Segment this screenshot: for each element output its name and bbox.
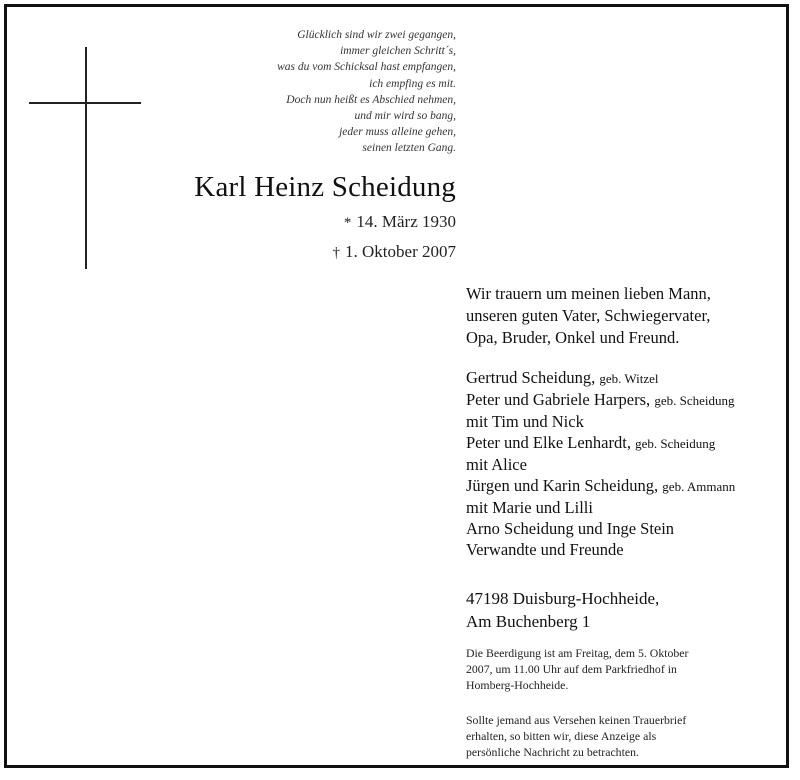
family-member-name: mit Marie und Lilli [466, 498, 593, 517]
family-member-note: geb. Witzel [599, 371, 659, 386]
family-list [466, 367, 735, 560]
funeral-line: Homberg-Hochheide. [466, 677, 569, 692]
family-member-name: Jürgen und Karin Scheidung, [466, 476, 659, 495]
obituary-notice [4, 4, 789, 768]
poem-line: Doch nun heißt es Abschied nehmen, [286, 93, 456, 106]
cross-icon [85, 47, 87, 269]
family-member [466, 389, 735, 411]
poem-line: jeder muss alleine gehen, [339, 126, 456, 139]
family-member [466, 367, 735, 389]
family-member-name: mit Tim und Nick [466, 412, 584, 431]
mourning-text [466, 283, 711, 349]
family-member-name: Verwandte und Freunde [466, 540, 624, 559]
mourning-line: Opa, Bruder, Onkel und Freund. [466, 328, 680, 347]
family-member-name: Arno Scheidung und Inge Stein [466, 519, 675, 538]
funeral-info [466, 646, 688, 693]
family-member-name: mit Alice [466, 455, 527, 474]
death-symbol: † [332, 245, 341, 261]
deceased-name: Karl Heinz Scheidung [194, 171, 456, 203]
address-line: 47198 Duisburg-Hochheide, [466, 589, 660, 608]
funeral-line: 2007, um 11.00 Uhr auf dem Parkfriedhof in [466, 661, 677, 676]
family-member [466, 411, 735, 432]
apology-line: persönliche Nachricht zu betrachten. [466, 744, 639, 759]
poem-line: was du vom Schicksal hast empfangen, [277, 61, 456, 74]
poem-line: Glücklich sind wir zwei gegangen, [297, 29, 456, 41]
funeral-line: Die Beerdigung ist am Freitag, dem 5. Oktober [466, 646, 689, 660]
death-date: 1. Oktober 2007 [345, 242, 456, 261]
memorial-poem [277, 27, 456, 157]
family-member-name: Peter und Elke Lenhardt, [466, 433, 631, 452]
family-member [466, 518, 735, 539]
family-member [466, 497, 735, 518]
apology-line: erhalten, so bitten wir, diese Anzeige als [466, 728, 657, 743]
poem-line: seinen letzten Gang. [362, 142, 456, 155]
family-member-note: geb. Ammann [662, 479, 736, 494]
family-member [466, 432, 735, 454]
family-member-note: geb. Scheidung [635, 436, 716, 451]
birth-date-line [344, 212, 456, 232]
family-member [466, 475, 735, 497]
birth-symbol: * [343, 215, 352, 231]
mourning-line: unseren guten Vater, Schwiegervater, [466, 306, 711, 325]
family-member-name: Gertrud Scheidung, [466, 368, 596, 387]
birth-date: 14. März 1930 [356, 212, 456, 231]
address [466, 587, 659, 633]
cross-icon-bar [29, 102, 141, 104]
poem-line: immer gleichen Schritt´s, [340, 45, 456, 58]
family-member-note: geb. Scheidung [654, 393, 735, 408]
family-member [466, 539, 735, 560]
family-member [466, 454, 735, 475]
poem-line: und mir wird so bang, [354, 110, 456, 123]
apology-note [466, 713, 686, 760]
family-member-name: Peter und Gabriele Harpers, [466, 390, 651, 409]
poem-line: ich empfing es mit. [369, 77, 456, 90]
address-line: Am Buchenberg 1 [466, 612, 591, 631]
apology-line: Sollte jemand aus Versehen keinen Trauerbrief [466, 713, 687, 727]
mourning-line: Wir trauern um meinen lieben Mann, [466, 284, 711, 303]
death-date-line [333, 242, 456, 262]
